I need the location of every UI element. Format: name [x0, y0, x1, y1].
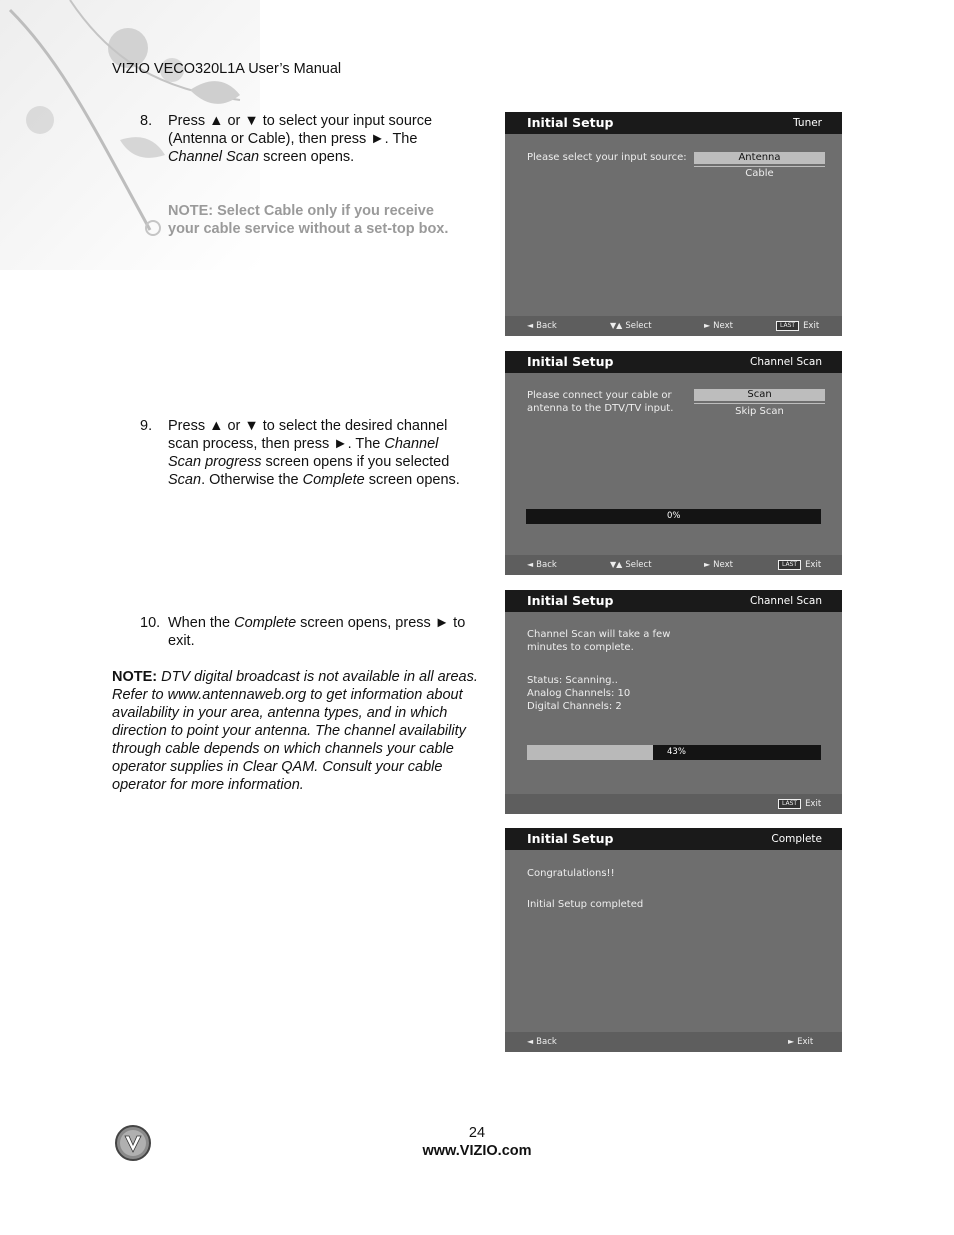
hint-label: Select	[625, 560, 652, 570]
last-key-icon: LAST	[776, 321, 799, 331]
hint-label: Exit	[805, 560, 822, 570]
screen-title: Initial Setup	[527, 354, 614, 369]
back-hint	[527, 1037, 557, 1047]
scan-progress-screen	[505, 590, 842, 814]
scan-info	[527, 628, 670, 654]
option-antenna[interactable]: Antenna	[694, 152, 825, 164]
screen-title: Initial Setup	[527, 593, 614, 608]
digital-channels: Digital Channels: 2	[527, 701, 622, 712]
italic-term: Complete	[302, 472, 365, 488]
status-line: Status: Scanning..	[527, 675, 618, 686]
note-text: DTV digital broadcast is not available in all areas. Refer to www.antennaweb.org to get information about availability in your area, antenna types, and in which direction to point your antenna. The channel availability through cable depends on which channels your cable operator supplies in Clear QAM. Consult your cable operator for more information.	[112, 669, 478, 793]
option-divider	[694, 166, 825, 167]
screen-footer	[505, 794, 842, 814]
screen-section: Channel Scan	[750, 595, 822, 607]
page-number: 24	[468, 1125, 486, 1141]
progress-label: 0%	[667, 511, 681, 521]
step-text: screen opens.	[364, 472, 460, 488]
note-line: your cable service without a set-top box.	[168, 221, 449, 237]
info-line: Channel Scan will take a few	[527, 629, 671, 640]
prompt-line: Please connect your cable or	[527, 390, 672, 401]
cable-note	[168, 202, 488, 238]
hint-label: Back	[536, 560, 557, 570]
progress-label: 43%	[667, 747, 686, 757]
back-hint	[527, 560, 557, 570]
note-label: NOTE:	[112, 669, 158, 685]
back-arrow-icon: ◄	[527, 560, 534, 569]
complete-screen	[505, 828, 842, 1052]
channel-scan-screen	[505, 351, 842, 575]
screen-footer	[505, 555, 842, 575]
option-scan[interactable]: Scan	[694, 389, 825, 401]
screen-title-bar	[505, 351, 842, 373]
screen-section: Complete	[771, 833, 822, 845]
step-text: exit.	[168, 633, 195, 649]
screen-title-bar	[505, 828, 842, 850]
option-divider	[694, 403, 825, 404]
screen-title-bar	[505, 590, 842, 612]
step-text: screen opens if you selected	[261, 454, 450, 470]
screen-footer	[505, 1032, 842, 1052]
step-text: When the	[168, 615, 235, 631]
option-cable[interactable]: Cable	[745, 168, 774, 179]
back-arrow-icon: ◄	[527, 321, 534, 330]
hint-label: Exit	[803, 321, 820, 331]
next-hint	[704, 321, 733, 331]
back-arrow-icon: ◄	[527, 1037, 534, 1046]
exit-hint	[776, 321, 819, 331]
select-hint	[610, 560, 652, 570]
analog-channels: Analog Channels: 10	[527, 688, 631, 699]
step-line: (Antenna or Cable), then press ►. The	[168, 131, 418, 147]
up-down-arrow-icon: ▼▲	[610, 321, 623, 330]
last-key-icon: LAST	[778, 560, 801, 570]
hint-label: Exit	[805, 799, 822, 809]
hint-label: Back	[536, 1037, 557, 1047]
right-arrow-icon: ►	[704, 321, 711, 330]
right-arrow-icon: ►	[788, 1037, 795, 1046]
step-number: 10.	[140, 615, 161, 631]
dtv-note	[112, 668, 490, 794]
hint-label: Next	[713, 560, 733, 570]
congratulations-text: Congratulations!!	[527, 868, 615, 879]
step-line: screen opens.	[263, 149, 355, 165]
hint-label: Back	[536, 321, 557, 331]
screen-section: Channel Scan	[750, 356, 822, 368]
connect-prompt	[527, 389, 673, 415]
screen-title: Initial Setup	[527, 831, 614, 846]
exit-hint	[788, 1037, 813, 1047]
option-skip-scan[interactable]: Skip Scan	[735, 406, 784, 417]
next-hint	[704, 560, 733, 570]
italic-term: Complete	[234, 615, 297, 631]
right-arrow-icon: ►	[704, 560, 711, 569]
scan-progress-bar	[527, 745, 821, 760]
step-10	[140, 614, 490, 654]
setup-completed-text: Initial Setup completed	[527, 899, 644, 910]
step-text: screen opens, press ► to	[296, 615, 466, 631]
step-line: Press ▲ or ▼ to select your input source	[168, 113, 433, 129]
italic-term: Scan	[168, 472, 202, 488]
hint-label: Next	[713, 321, 733, 331]
input-source-prompt: Please select your input source:	[527, 152, 687, 163]
last-key-icon: LAST	[778, 799, 801, 809]
step-text: scan process, then press ►. The	[168, 436, 385, 452]
step-text: . Otherwise the	[201, 472, 303, 488]
progress-fill	[527, 745, 653, 760]
screen-section: Tuner	[793, 117, 822, 129]
prompt-line: antenna to the DTV/TV input.	[527, 403, 674, 414]
screen-title-bar	[505, 112, 842, 134]
step-9	[140, 417, 490, 497]
scan-progress-bar	[526, 509, 821, 524]
step-number: 8.	[140, 113, 153, 129]
step-line: Press ▲ or ▼ to select the desired channel	[168, 418, 448, 434]
italic-term: Channel Scan	[168, 149, 260, 165]
up-down-arrow-icon: ▼▲	[610, 560, 623, 569]
note-line: NOTE: Select Cable only if you receive	[168, 203, 434, 219]
screen-title: Initial Setup	[527, 115, 614, 130]
select-hint	[610, 321, 652, 331]
step-8	[140, 112, 490, 172]
italic-term: Channel	[384, 436, 439, 452]
scan-status	[527, 674, 630, 713]
exit-hint	[778, 799, 821, 809]
back-hint	[527, 321, 557, 331]
screen-footer	[505, 316, 842, 336]
tuner-screen	[505, 112, 842, 336]
italic-term: Scan progress	[168, 454, 262, 470]
step-number: 9.	[140, 418, 153, 434]
hint-label: Exit	[797, 1037, 814, 1047]
hint-label: Select	[625, 321, 652, 331]
exit-hint	[778, 560, 821, 570]
website-link[interactable]: www.VIZIO.com	[422, 1143, 532, 1159]
info-line: minutes to complete.	[527, 642, 634, 653]
manual-title: VIZIO VECO320L1A User’s Manual	[112, 61, 342, 77]
